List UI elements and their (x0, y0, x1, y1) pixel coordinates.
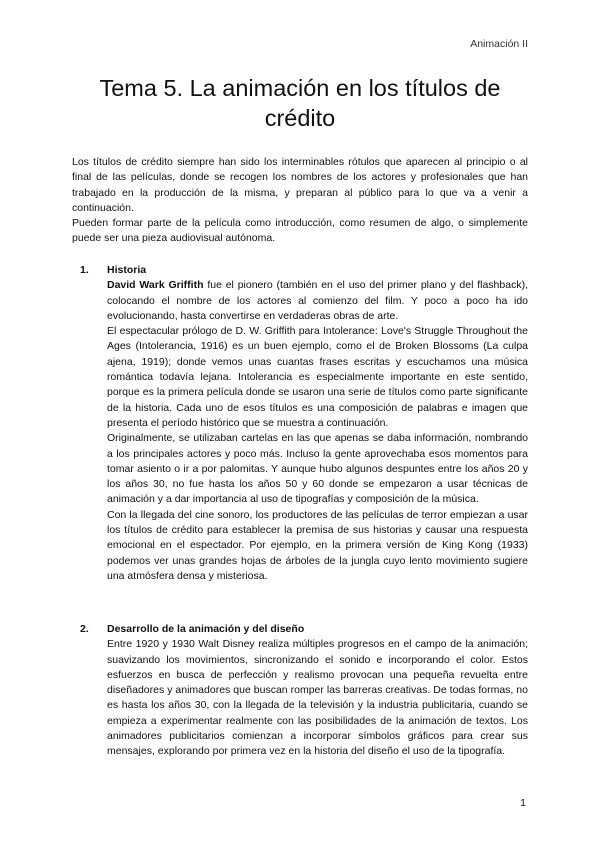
section-paragraph: Originalmente, se utilizaban cartelas en las que apenas se daba información, nombrando a los principales actores y poco más. Incluso la gente aprovechaba esos momentos para tomar asiento o ir a por palomitas. Y aunque hubo algunos despuntes entre los años 20 y los años 30, no fue hasta los años 50 y 60 donde se empezaron a usar técnicas de animación y a dar importancia al uso de tipografías y composición de la música. (107, 432, 528, 506)
section-body (107, 637, 528, 759)
highlighted-name: David Wark Griffith (107, 279, 204, 292)
section-heading: Desarrollo de la animación y del diseño (107, 623, 305, 635)
intro-paragraph: Pueden formar parte de la película como introducción, como resumen de algo, o simplemente puede ser una pieza audiovisual autónoma. (72, 217, 528, 245)
intro-text (72, 155, 528, 247)
section-heading: Historia (107, 264, 147, 276)
section-paragraph: Con la llegada del cine sonoro, los productores de las películas de terror empiezan a usar los títulos de crédito para establecer la premisa de sus historias y causar una respuesta emocional en el espectador. Por ejemplo, en la primera versión de King Kong (1933) podemos ver unas grandes hojas de árboles de la jungla cuyo lento movimiento sugiere una atmósfera densa y misteriosa. (107, 508, 528, 582)
paragraph-text: fue el pionero (también en el uso del primer plano y del flashback), colocando el nombre de los actores al comienzo del film. Y poco a poco ha ido evolucionando, hasta convertirse en verdaderas obras de arte. (107, 279, 528, 322)
section-number: 1. (80, 264, 89, 276)
section-desarrollo (72, 622, 528, 760)
page-title: Tema 5. La animación en los títulos de crédito (99, 75, 501, 131)
section-paragraph: Entre 1920 y 1930 Walt Disney realiza múltiples progresos en el campo de la animación; suavizando los movimientos, sincronizando el sonido e incorporando el color. Estos esfuerzos en busca de perfección y realismo provocan una pequeña revuelta entre diseñadores y animadores que buscan romper las barreras creativas. De todas formas, no es hasta los años 30, con la llegada de la televisión y la industria publicitaria, cuando se empieza a experimentar realmente con las posibilidades de la animación de textos. Los animadores publicitarios comienzan a incorporar símbolos gráficos para crear sus mensajes, explorando por primera vez en la historia del diseño el uso de la tipografía. (107, 638, 528, 758)
section-paragraph: El espectacular prólogo de D. W. Griffith para Intolerance: Love's Struggle Throughout the Ages (Intolerancia, 1916) es un buen ejemplo, como el de Broken Blossoms (La culpa ajena, 1919); donde vemos unas cuantas frases escritas y escuchamos una música romántica todavía lejana. Intolerancia es especialmente importante en este sentido, porque es la primera película donde se usaron una serie de títulos como parte significante de la historia. Cada uno de esos títulos es una composición de palabras e imagen que presenta el período histórico que se muestra a continuación. (107, 325, 528, 429)
section-paragraph (107, 278, 528, 324)
running-header: Animación II (470, 38, 528, 50)
intro-paragraph: Los títulos de crédito siempre han sido los interminables rótulos que aparecen al principio o al final de las películas, donde se recogen los nombres de los actores y profesionales que han trabajado en la producción de la misma, y preparan al público para lo que va a venir a continuación. (72, 156, 528, 214)
section-number: 2. (80, 623, 89, 635)
page-number: 1 (520, 797, 526, 809)
section-body (107, 278, 528, 584)
section-historia (72, 263, 528, 584)
